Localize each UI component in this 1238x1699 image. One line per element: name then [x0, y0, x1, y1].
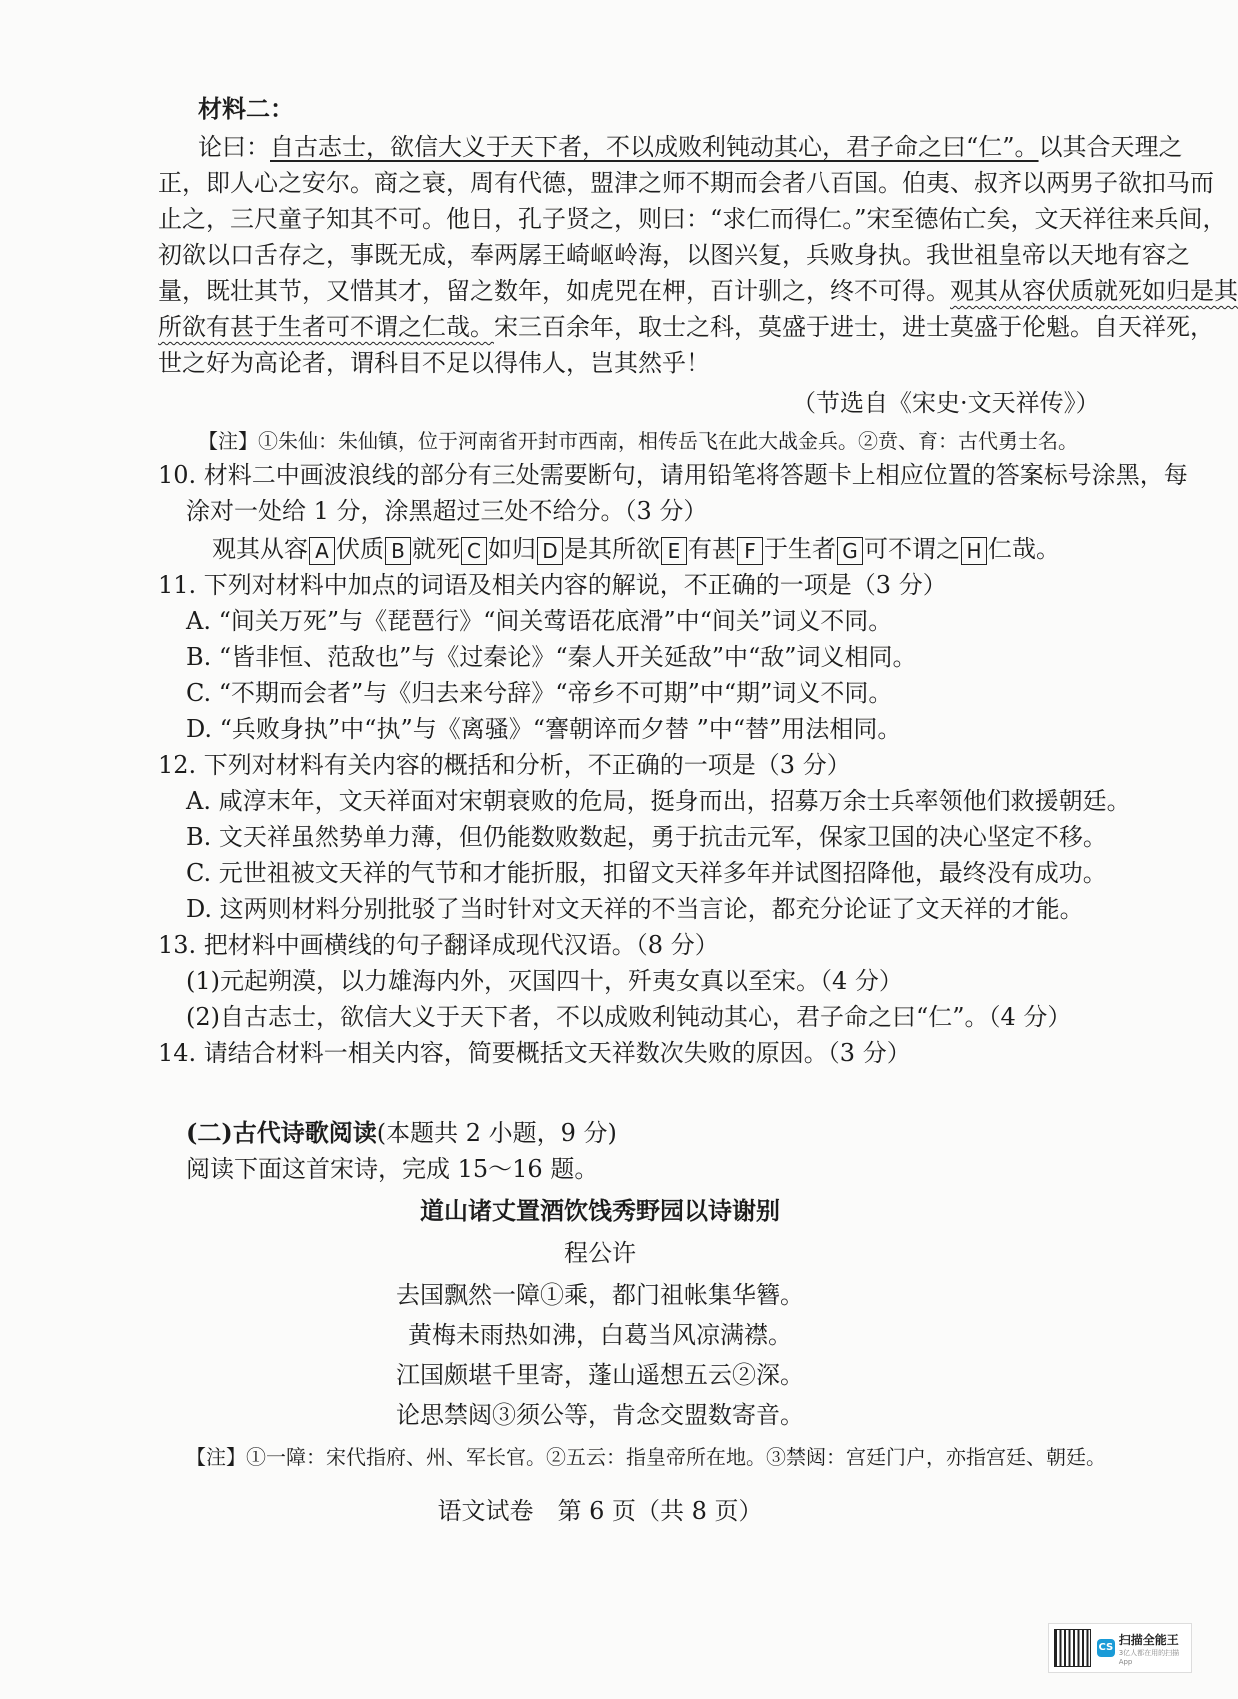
material2-line-6: [158, 310, 1214, 344]
answer-box-f[interactable]: F: [737, 537, 763, 565]
answer-box-a[interactable]: A: [309, 537, 335, 565]
answer-box-d[interactable]: D: [537, 537, 563, 565]
material2-underlined-sentence: 自古志士，欲信大义于天下者，不以成败利钝动其心，君子命之曰“仁”。: [270, 133, 1039, 161]
scanner-watermark: [1048, 1623, 1192, 1673]
answer-box-h[interactable]: H: [961, 537, 987, 565]
segment-text: 伏质: [336, 535, 384, 563]
segment-text: 如归: [488, 535, 536, 563]
section-2-heading-note: (本题共 2 小题，9 分): [376, 1119, 617, 1147]
question-11-option-c[interactable]: C. “不期而会者”与《归去来兮辞》“帝乡不可期”中“期”词义不同。: [186, 679, 893, 707]
answer-box-e[interactable]: E: [661, 537, 687, 565]
material2-line-2: 正，即人心之安尔。商之衰，周有代德，盟津之师不期而会者八百国。伯夷、叔齐以两男子欲扣马而: [158, 169, 1214, 197]
question-10-stem-2: 涂对一处给 1 分，涂黑超过三处不给分。（3 分）: [186, 497, 708, 525]
poem-line-2: 黄梅未雨热如沸，白葛当风凉满襟。: [408, 1321, 792, 1349]
material2-line-7: 世之好为高论者，谓科目不足以得伟人，岂其然乎！: [158, 349, 710, 377]
question-14-stem: 14. 请结合材料一相关内容，简要概括文天祥数次失败的原因。（3 分）: [158, 1039, 911, 1067]
material2-line-3: 止之，三尺童子知其不可。他日，孔子贤之，则曰：“求仁而得仁。”宋至德佑亡矣，文天祥往来兵间，: [158, 205, 1227, 233]
material2-wavy-part-2: 所欲有甚于生者可不谓之仁哉。: [158, 313, 494, 341]
segment-text: 可不谓之: [864, 535, 960, 563]
material2-wavy-part-1: 观其从容伏质就死如归是其: [950, 277, 1238, 305]
section-2-title: (二)古代诗歌阅读: [186, 1118, 377, 1147]
material2-heading: 材料二：: [198, 94, 294, 123]
material2-line-1: [198, 130, 1183, 164]
section-2-heading: [186, 1116, 617, 1150]
material2-line-5: [158, 274, 1238, 308]
question-12-option-d[interactable]: D. 这两则材料分别批驳了当时针对文天祥的不当言论，都充分论证了文天祥的才能。: [186, 895, 1084, 923]
segment-text: 就死: [412, 535, 460, 563]
question-11-option-b[interactable]: B. “皆非恒、范敌也”与《过秦论》“秦人开关延敌”中“敌”词义相同。: [186, 643, 917, 671]
material2-line-6-b: 宋三百余年，取士之科，莫盛于进士，进士莫盛于伦魁。自天祥死，: [494, 313, 1214, 341]
question-10-sentence: [212, 532, 1060, 566]
watermark-subtitle: 3亿人都在用的扫描App: [1118, 1648, 1180, 1666]
section-2-instruction: 阅读下面这首宋诗，完成 15～16 题。: [186, 1155, 599, 1183]
question-12-stem: 12. 下列对材料有关内容的概括和分析，不正确的一项是（3 分）: [158, 751, 851, 779]
question-13-stem: 13. 把材料中画横线的句子翻译成现代汉语。（8 分）: [158, 931, 719, 959]
qr-code-icon: [1054, 1629, 1091, 1667]
segment-text: 仁哉。: [988, 535, 1060, 563]
segment-text: 有甚: [688, 535, 736, 563]
question-12-option-c[interactable]: C. 元世祖被文天祥的气节和才能折服，扣留文天祥多年并试图招降他，最终没有成功。: [186, 859, 1107, 887]
question-10-stem-1: 10. 材料二中画波浪线的部分有三处需要断句，请用铅笔将答题卡上相应位置的答案标号涂黑，每: [158, 461, 1188, 489]
poem-line-1: 去国飘然一障①乘，都门祖帐集华簪。: [396, 1281, 804, 1309]
material2-line-1-a: 论曰：: [198, 133, 270, 161]
segment-text: 是其所欲: [564, 535, 660, 563]
poem-note: 【注】①一障：宋代指府、州、军长官。②五云：指皇帝所在地。③禁闼：宫廷门户，亦指宫廷、朝廷。: [186, 1445, 1106, 1469]
material2-line-4: 初欲以口舌存之，事既无成，奉两孱王崎岖岭海，以图兴复，兵败身执。我世祖皇帝以天地有容之: [158, 241, 1190, 269]
question-12-option-b[interactable]: B. 文天祥虽然势单力薄，但仍能数败数起，勇于抗击元军，保家卫国的决心坚定不移。: [186, 823, 1107, 851]
material2-line-5-a: 量，既壮其节，又惜其才，留之数年，如虎兕在柙，百计驯之，终不可得。: [158, 277, 950, 305]
poem-line-4: 论思禁闼③须公等，肯念交盟数寄音。: [396, 1401, 804, 1429]
material2-source: （节选自《宋史·文天祥传》）: [792, 389, 1100, 417]
question-11-option-a[interactable]: A. “间关万死”与《琵琶行》“间关莺语花底滑”中“间关”词义不同。: [186, 607, 893, 635]
answer-box-c[interactable]: C: [461, 537, 487, 565]
question-11-option-d[interactable]: D. “兵败身执”中“执”与《离骚》“謇朝谇而夕替 ”中“替”用法相同。: [186, 715, 902, 743]
material2-note: 【注】①朱仙：朱仙镇，位于河南省开封市西南，相传岳飞在此大战金兵。②贲、育：古代勇士名。: [198, 429, 1078, 453]
answer-box-b[interactable]: B: [385, 537, 411, 565]
poem-title: 道山诸丈置酒饮饯秀野园以诗谢别: [420, 1196, 780, 1225]
segment-text: 观其从容: [212, 535, 308, 563]
poem-line-3: 江国颇堪千里寄，蓬山遥想五云②深。: [396, 1361, 804, 1389]
question-13-sentence-2: (2)自古志士，欲信大义于天下者，不以成败利钝动其心，君子命之曰“仁”。（4 分）: [186, 1003, 1072, 1031]
watermark-text: [1119, 1631, 1191, 1666]
question-13-sentence-1: (1)元起朔漠，以力雄海内外，灭国四十，歼夷女真以至宋。（4 分）: [186, 967, 903, 995]
watermark-title: 扫描全能王: [1118, 1632, 1179, 1647]
question-12-option-a[interactable]: A. 咸淳末年，文天祥面对宋朝衰败的危局，挺身而出，招募万余士兵率领他们救援朝廷。: [186, 787, 1131, 815]
question-11-stem: 11. 下列对材料中加点的词语及相关内容的解说，不正确的一项是（3 分）: [158, 571, 947, 599]
material2-line-1-b: 以其合天理之: [1038, 133, 1183, 161]
segment-text: 于生者: [764, 535, 836, 563]
camscanner-logo-icon: CS: [1097, 1639, 1115, 1657]
answer-box-g[interactable]: G: [837, 537, 863, 565]
page-footer: 语文试卷 第 6 页（共 8 页）: [437, 1497, 763, 1525]
poem-author: 程公许: [564, 1239, 636, 1267]
